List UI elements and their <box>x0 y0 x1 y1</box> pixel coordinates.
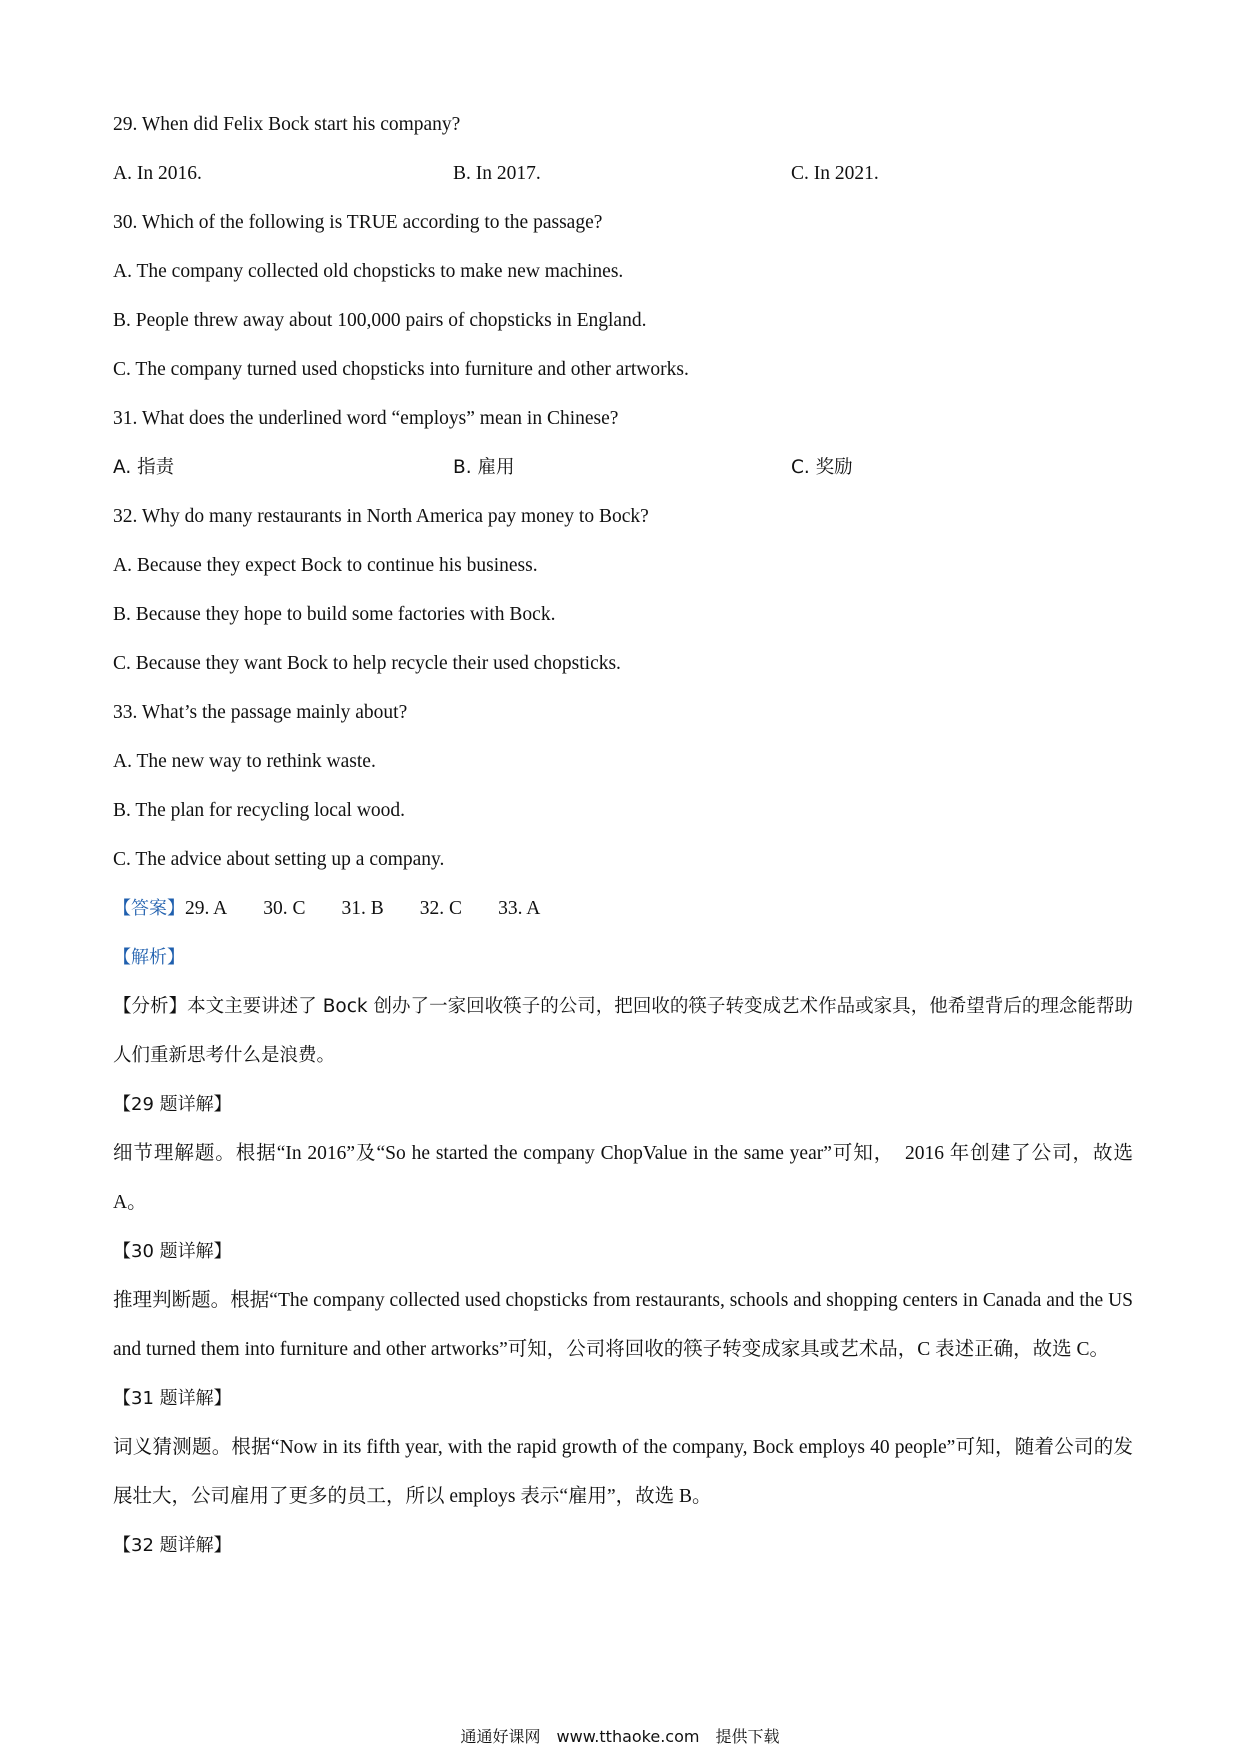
detail-31-text: 词义猜测题。根据“Now in its fifth year, with the rapid growth of the company, Bock employs 40 people”可知，随着公司的发展壮大，公司雇用了更多的员工，所以 employs 表示“雇用”，故选 B。 <box>113 1437 1133 1507</box>
question-30-stem: 30. Which of the following is TRUE according to the passage? <box>113 212 603 233</box>
summary-text: 本文主要讲述了 Bock 创办了一家回收筷子的公司，把回收的筷子转变成艺术作品或家具，他希望背后的理念能帮助人们重新思考什么是浪费。 <box>113 996 1133 1066</box>
detail-30-label: 【30 题详解】 <box>113 1241 232 1262</box>
answer-item: 33. A <box>498 898 541 919</box>
answer-label: 【答案】 <box>113 898 185 919</box>
option-c: C. In 2021. <box>791 163 879 184</box>
detail-32-label: 【32 题详解】 <box>113 1535 232 1556</box>
option-a: A. The company collected old chopsticks to make new machines. <box>113 261 624 282</box>
question-32-stem: 32. Why do many restaurants in North America pay money to Bock? <box>113 506 649 527</box>
answer-item: 30. C <box>263 898 306 919</box>
option-c: C. The advice about setting up a company. <box>113 849 445 870</box>
summary-paragraph <box>113 982 1133 1080</box>
detail-29-label: 【29 题详解】 <box>113 1094 232 1115</box>
summary-label: 【分析】 <box>113 996 188 1017</box>
answer-item: 32. C <box>419 898 463 919</box>
option-c: C. The company turned used chopsticks into furniture and other artworks. <box>113 359 689 380</box>
option-a: A. Because they expect Bock to continue his business. <box>113 555 538 576</box>
question-33-stem: 33. What’s the passage mainly about? <box>113 702 408 723</box>
option-a: A. In 2016. <box>113 163 202 184</box>
option-b: B. The plan for recycling local wood. <box>113 800 406 821</box>
answer-item: 29. A <box>185 898 228 919</box>
question-29-options <box>113 149 1133 198</box>
option-a: A. 指责 <box>113 457 175 478</box>
detail-30-text: 推理判断题。根据“The company collected used chopsticks from restaurants, schools and shopping centers in Canada and the US and turned them into furniture and other artworks”可知，公司将回收的筷子转变成家具或艺术品，C 表述正确，故选 C。 <box>113 1290 1133 1360</box>
option-b: B. People threw away about 100,000 pairs of chopsticks in England. <box>113 310 647 331</box>
option-b: B. Because they hope to build some factories with Bock. <box>113 604 556 625</box>
option-c: C. Because they want Bock to help recycle their used chopsticks. <box>113 653 621 674</box>
question-29-stem: 29. When did Felix Bock start his company? <box>113 114 461 135</box>
option-b: B. In 2017. <box>453 163 541 184</box>
option-c: C. 奖励 <box>791 457 853 478</box>
detail-31-label: 【31 题详解】 <box>113 1388 232 1409</box>
page-footer: 通通好课网 www.tthaoke.com 提供下载 <box>460 1727 780 1746</box>
option-a: A. The new way to rethink waste. <box>113 751 376 772</box>
answer-item: 31. B <box>341 898 384 919</box>
option-b: B. 雇用 <box>453 457 515 478</box>
detail-29-text: 细节理解题。根据“In 2016”及“So he started the company ChopValue in the same year”可知， 2016 年创建了公司，故选 A。 <box>113 1143 1133 1213</box>
document-page <box>113 100 1133 1570</box>
analysis-label: 【解析】 <box>113 947 185 968</box>
question-31-stem: 31. What does the underlined word “employs” mean in Chinese? <box>113 408 619 429</box>
answer-key <box>113 884 1133 933</box>
question-31-options <box>113 443 1133 492</box>
